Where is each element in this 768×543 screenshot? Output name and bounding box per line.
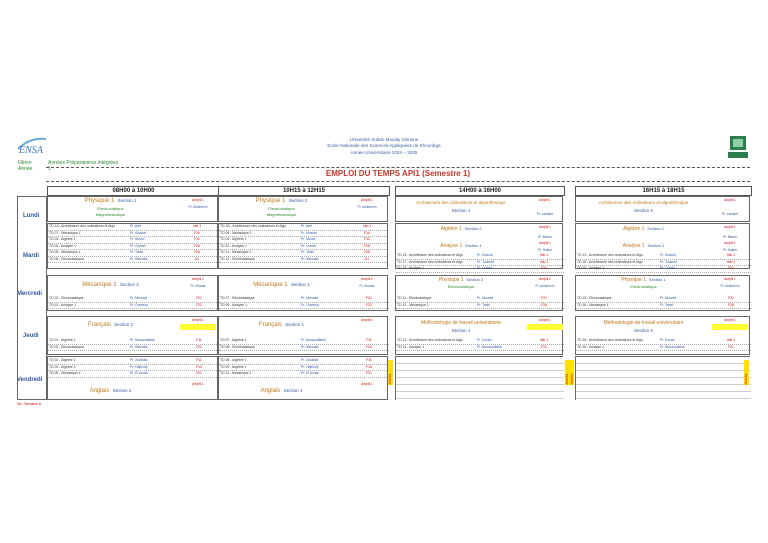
td-course: TD 1B - Architecture des ordinateurs et Algo xyxy=(220,224,287,228)
td-prof: Pr. Bouaouflaine xyxy=(301,338,326,342)
day-column xyxy=(17,196,47,400)
td-room: F21 xyxy=(728,266,734,270)
annee-value: 1 xyxy=(48,166,51,172)
jeudi-slot3 xyxy=(395,316,563,355)
td-room: Info 1 xyxy=(539,253,549,257)
jumua-label-3: Jumu'a xyxy=(570,360,574,385)
td-prof: Pr. El Azrak xyxy=(301,371,319,375)
prof-label-2: Pr. Hakim xyxy=(538,248,552,252)
amphi-label: Amphi 1 xyxy=(192,318,204,322)
td-course: TD 09 - Analyse 1 xyxy=(220,302,247,307)
prof-label: Pr. Khanar xyxy=(359,284,375,288)
amphi-label: Amphi 1 xyxy=(192,198,204,202)
td-prof: Pr. Bouaouflaine xyxy=(660,344,685,349)
prof-label-2: Pr. Hakim xyxy=(723,248,737,252)
amphi-label-2: Amphi 1 xyxy=(724,241,736,245)
td-row xyxy=(576,303,751,310)
td-room: F26 xyxy=(364,250,370,254)
td-course: TD 01 - Analyse 1 xyxy=(49,302,76,307)
td-room: F12 xyxy=(364,237,370,241)
vendredi-slot3 xyxy=(395,356,563,400)
section-label: Section 2 xyxy=(464,226,482,231)
td-room: Info 2 xyxy=(726,259,736,264)
day-lundi: Lundi xyxy=(23,213,40,219)
footnote: Sa : Semaine A xyxy=(17,402,42,406)
td-row xyxy=(576,266,751,273)
td-row xyxy=(48,303,219,310)
course-name: Méthodologie de travail universitaire xyxy=(420,320,502,326)
jumua-label-1: Jumu'a xyxy=(388,360,393,385)
course-name: Physique 1 xyxy=(438,277,464,283)
amphi-label: Amphi 1 xyxy=(361,277,373,281)
filiere-label: Filière xyxy=(18,160,32,166)
course-name: Algèbre 1 xyxy=(440,226,462,232)
mardi-slot3 xyxy=(395,223,563,269)
amphi-label: Amphi 1 xyxy=(539,318,551,322)
annee-label: Année xyxy=(18,166,33,172)
amphi-label: Amphi 1 xyxy=(361,198,373,202)
td-course: TD 02 - Electrostatique xyxy=(49,296,84,300)
td-room: F21 xyxy=(728,344,734,349)
prof-label: Pr. Bamm xyxy=(723,235,737,239)
td-prof: Pr. Atef xyxy=(301,224,312,228)
td-prof: Pr. Ezzari xyxy=(660,338,675,342)
header-line-3: Année Universitaire 2024 – 2025 xyxy=(350,149,418,155)
section-label: Section 1 xyxy=(285,322,305,327)
td-room: F14 xyxy=(366,364,372,369)
td-room: F11 xyxy=(366,338,372,342)
td-row xyxy=(396,303,564,310)
td-room: F21 xyxy=(366,296,372,300)
td-room: F21 xyxy=(541,296,547,300)
mercredi-slot2 xyxy=(218,275,388,311)
section-label: Section 1 xyxy=(451,208,471,213)
td-course: TD 06 - Electrostatique xyxy=(49,256,84,261)
day-mardi: Mardi xyxy=(23,253,40,259)
td-room: F12 xyxy=(194,237,200,241)
section-label-2: Section 2 xyxy=(647,243,665,248)
course-sub: Electrostatique xyxy=(630,284,657,289)
td-row xyxy=(48,371,219,378)
course-name-2: Analyse 1 xyxy=(622,243,645,249)
td-prof: Pr. Mouni xyxy=(301,237,316,241)
td-row xyxy=(396,345,564,352)
td-course: TD 03 - Algèbre 1 xyxy=(49,364,76,369)
td-room: F26 xyxy=(194,250,200,254)
td-row xyxy=(219,371,389,378)
td-course: TD 16 - Analyse 1 xyxy=(577,344,604,349)
slot-header-2: 10H15 à 12H15 xyxy=(218,186,390,196)
course-name: Physique 1 xyxy=(621,277,647,283)
header-line-1: Université Sultan Moulay Slimane xyxy=(349,137,419,142)
td-room: F22 xyxy=(366,302,372,307)
amphi-label: Amphi 1 xyxy=(724,225,736,229)
course-name-2: Analyse 1 xyxy=(440,243,463,249)
td-prof: Pr. Mouni xyxy=(130,237,145,241)
institution-header xyxy=(0,137,768,156)
course-sub2: Magnétostatique xyxy=(95,212,126,217)
td-course: TD 14 - Analyse 1 xyxy=(397,344,424,349)
mardi-slot1 xyxy=(47,223,218,269)
amphi-label: Amphi 1 xyxy=(539,198,551,202)
td-course: TD 09 - Algèbre 1 xyxy=(220,237,247,241)
section-label: Section 1 xyxy=(117,198,137,203)
td-room: F22 xyxy=(196,344,202,349)
prof-label: Pr. Khanar xyxy=(190,284,206,288)
course-name: Français xyxy=(87,322,111,328)
td-room: F21 xyxy=(541,344,547,349)
mercredi-slot1 xyxy=(47,275,218,311)
td-prof: Pr. Tahiri xyxy=(477,302,491,307)
section-label: Section 2 xyxy=(119,282,139,287)
room-highlight xyxy=(712,324,748,330)
td-prof: Pr. Mouder xyxy=(477,296,494,300)
td-course: TD 16 - Mécanique 1 xyxy=(577,302,609,307)
td-room: F21 xyxy=(196,371,202,375)
td-prof: Pr. Mercadi xyxy=(301,344,319,349)
vendredi-slot2 xyxy=(218,356,388,400)
td-course: TD 17 - Architecture des ordinateurs et Algo xyxy=(397,259,463,264)
amphi-label-2: Amphi 1 xyxy=(539,241,551,245)
td-course: TD 01 - Algèbre 1 xyxy=(49,338,76,342)
td-prof: Pr. Khaudi xyxy=(660,253,676,257)
amphi-label: Amphi 1 xyxy=(361,318,373,322)
td-prof: Pr. Atef xyxy=(130,224,141,228)
td-prof: Pr. Hajbouji xyxy=(130,364,148,369)
td-course: TD 13 - Architecture des ordinateurs et Algo xyxy=(577,253,643,257)
section-label: Section 2 xyxy=(466,277,484,282)
td-course: TD 05 - Mécanique 1 xyxy=(49,371,81,375)
td-room: F26 xyxy=(194,243,200,248)
td-course: TD 07 - Algèbre 1 xyxy=(220,338,247,342)
day-vendredi: Vendredi xyxy=(17,377,43,383)
td-course: TD 07 - Electrostatique xyxy=(220,296,255,300)
section-label: Section 2 xyxy=(634,328,653,333)
td-room: Info 1 xyxy=(726,253,736,257)
td-course: TD 02 - Electrostatique xyxy=(49,344,84,349)
td-row xyxy=(219,257,387,264)
td-room: A1 xyxy=(194,256,200,261)
vendredi-slot4 xyxy=(575,356,750,400)
td-room: F26 xyxy=(541,302,547,307)
day-jeudi: Jeudi xyxy=(23,333,39,339)
td-course: TD 10 - Analyse 1 xyxy=(220,243,247,248)
jumua-label-4: Jumu'a xyxy=(744,360,749,385)
td-prof: Pr. Oumni xyxy=(301,243,317,248)
course-name: Physique 1 xyxy=(255,198,286,204)
td-course: TD 02 - Algèbre 1 xyxy=(49,358,76,362)
td-room: Info 1 xyxy=(362,224,372,228)
td-course: TD 07 - Mécanique 1 xyxy=(49,230,81,235)
td-prof: Pr. Mercadi xyxy=(130,256,148,261)
slot-header-1: 08H00 à 10H00 xyxy=(47,186,220,196)
td-prof: Pr. Toukout xyxy=(660,259,677,264)
td-row xyxy=(48,257,217,264)
jeudi-slot2 xyxy=(218,316,388,355)
td-prof: Pr. Khaudi xyxy=(477,253,493,257)
td-room: F14 xyxy=(196,364,202,369)
td-prof: Pr. Mercadi xyxy=(301,296,319,300)
td-room: F21 xyxy=(196,296,202,300)
section-label: Section 1 xyxy=(451,328,471,333)
course-name: Mécanique 1 xyxy=(253,282,288,288)
td-room: Info 1 xyxy=(539,338,549,342)
td-room: F11 xyxy=(196,358,202,362)
filiere-value: Années Préparatoires intégrées xyxy=(48,160,119,166)
td-prof: Pr. Bouaouflaine xyxy=(477,344,502,349)
section-label: Section 2 xyxy=(288,198,308,203)
section-label: Section 1 xyxy=(648,277,666,282)
section-label: Section 1 xyxy=(647,226,664,231)
td-room: F14 xyxy=(364,230,370,235)
lundi-slot3 xyxy=(395,196,563,222)
amphi-label: Amphi 1 xyxy=(724,277,736,281)
prof-label: Pr. Amkmenh xyxy=(188,205,208,209)
jeudi-slot4 xyxy=(575,316,750,355)
header-line-2: Ecole Nationale des Sciences Appliquées de Khouribga xyxy=(327,143,441,149)
td-course: TD 11 - Mécanique 1 xyxy=(220,371,252,375)
mardi-slot4 xyxy=(575,223,750,269)
lundi-slot2 xyxy=(218,196,388,222)
course-name: Algèbre 1 xyxy=(623,226,645,232)
prof-label: Pr. Lamjent xyxy=(536,212,554,216)
course-name: Architecture des ordinateurs et algorithmique xyxy=(416,200,506,205)
td-prof: Pr. Hajbouji xyxy=(301,364,319,369)
td-prof: Pr. Mercadi xyxy=(130,296,148,300)
course-sub1: Electrostatique xyxy=(97,206,124,211)
room-highlight xyxy=(527,324,563,330)
td-prof: Pr. Toukout xyxy=(477,259,494,264)
td-course: TD 19 - Analyse 1 xyxy=(397,266,424,270)
course-name: Anglais xyxy=(260,388,281,394)
td-course: TD 12 - Electrostatique xyxy=(220,256,255,261)
filiere-labels xyxy=(18,160,32,172)
course-sub1: Electrostatique xyxy=(268,206,295,211)
course-name: Architecture des ordinateurs et algorithmique xyxy=(598,200,689,205)
td-row xyxy=(576,345,751,352)
td-room: F11 xyxy=(196,338,202,342)
prof-label: Pr. Bamm xyxy=(538,235,552,239)
slot-header-3: 14H00 à 16H00 xyxy=(395,186,565,196)
td-course: TD 13 - Architecture des ordinateurs et Algo xyxy=(397,338,463,342)
amphi-label: Amphi 1 xyxy=(724,198,736,202)
td-room: Info 1 xyxy=(726,338,736,342)
td-room: F21 xyxy=(366,371,372,375)
course-name: Mécanique 1 xyxy=(82,282,117,288)
td-prof: Pr. Mouder xyxy=(660,296,677,300)
section-label: Section 2 xyxy=(634,208,653,213)
td-room: F14 xyxy=(194,230,200,235)
td-prof: Pr. Oumni xyxy=(660,266,676,270)
page-title: EMPLOI DU TEMPS API1 (Semestre 1) xyxy=(325,169,471,178)
td-prof: Pr. Mercadi xyxy=(301,256,319,261)
td-row xyxy=(396,266,564,273)
td-course: TD 13 - Architecture des ordinateurs et Algo xyxy=(397,253,463,257)
td-course: TD 20 - Analyse 1 xyxy=(577,266,604,270)
td-row xyxy=(48,345,219,352)
td-prof: Pr. Oummi xyxy=(130,243,147,248)
td-course: TD 18 - Architecture des ordinateurs et Algo xyxy=(577,259,643,264)
prof-label: Pr. Amkmenh xyxy=(357,205,377,209)
course-sub2: Magnétostatique xyxy=(266,212,297,217)
course-name: Physique 1 xyxy=(84,198,115,204)
mercredi-slot4 xyxy=(575,275,750,311)
jeudi-slot1 xyxy=(47,316,218,355)
td-course: TD 09 - Algèbre 1 xyxy=(220,364,247,369)
prof-label: Pr. Amkmenh xyxy=(720,284,740,288)
td-room: F22 xyxy=(196,302,202,307)
td-prof: Pr. Khanar xyxy=(301,230,318,235)
amphi-label: Amphi 1 xyxy=(192,277,204,281)
td-course: TD 12 - Mécanique 1 xyxy=(397,302,429,307)
section-label: Section 2 xyxy=(114,322,134,327)
empty-grid xyxy=(576,357,751,401)
td-course: TD 1A - Architecture des ordinateurs et Algo xyxy=(49,224,115,228)
td-course: TD 15 - Electrostatique xyxy=(577,296,612,300)
section-label: Section 2 xyxy=(112,388,132,393)
td-prof: Pr. Bouaouflaine xyxy=(130,338,155,342)
room-highlight xyxy=(180,324,216,330)
mercredi-slot3 xyxy=(395,275,563,311)
td-prof: Pr. Mercadi xyxy=(130,344,148,349)
td-room: A1 xyxy=(364,256,370,261)
amphi-label: Amphi 1 xyxy=(361,382,373,386)
title-box xyxy=(46,167,750,182)
lundi-slot4 xyxy=(575,196,750,222)
td-course: TD 15 - Architecture des ordinateurs et Algo xyxy=(577,338,643,342)
vendredi-slot1 xyxy=(47,356,218,400)
td-room: F22 xyxy=(366,344,372,349)
td-prof: Pr. El Azrak xyxy=(130,371,148,375)
td-course: TD 03 - Algèbre 1 xyxy=(49,237,76,241)
td-course: TD 04 - Analyse 1 xyxy=(49,243,76,248)
section-label-2: Section 1 xyxy=(465,243,482,248)
td-room: Info 2 xyxy=(539,259,549,264)
td-prof: Pr. Zouibad xyxy=(301,358,319,362)
td-room: F11 xyxy=(366,358,372,362)
section-label: Section 1 xyxy=(283,388,303,393)
td-room: F21 xyxy=(728,296,734,300)
td-row xyxy=(219,303,389,310)
td-room: F21 xyxy=(541,266,547,270)
td-prof: Pr. Oumni xyxy=(477,266,493,270)
td-row xyxy=(219,345,389,352)
prof-label: Pr. Amkmenh xyxy=(535,284,555,288)
slot-header-4: 16H15 à 18H15 xyxy=(575,186,752,196)
prof-label: Pr. Lamjent xyxy=(721,212,739,216)
td-prof: Pr. Ezzari xyxy=(477,338,492,342)
td-course: TD 05 - Mécanique 1 xyxy=(49,250,81,254)
td-prof: Pr. Tahiri xyxy=(660,302,674,307)
td-prof: Pr. Tahiri xyxy=(301,250,315,254)
lundi-slot1 xyxy=(47,196,218,222)
amphi-label: Amphi 1 xyxy=(724,318,736,322)
empty-grid xyxy=(396,357,564,401)
td-prof: Pr. Zouibad xyxy=(130,358,148,362)
td-course: TD 08 - Electrostatique xyxy=(220,344,255,349)
td-room: F26 xyxy=(364,243,370,248)
course-name: Français xyxy=(258,322,282,328)
td-prof: Pr. Khanar xyxy=(130,230,147,235)
amphi-label: Amphi 1 xyxy=(192,382,204,386)
td-prof: Pr. Tahiri xyxy=(130,250,144,254)
section-label: Section 1 xyxy=(290,282,310,287)
day-mercredi: Mercredi xyxy=(17,291,43,297)
td-prof: Pr. Oumnou xyxy=(301,302,320,307)
td-course: TD 11 - Electrostatique xyxy=(397,296,432,300)
td-room: F26 xyxy=(728,302,734,307)
td-course: TD 08 - Mécanique 1 xyxy=(220,230,252,235)
td-course: TD 08 - Algèbre 1 xyxy=(220,358,247,362)
course-sub: Electrostatique xyxy=(447,284,475,289)
logo-text: ENSA xyxy=(19,145,43,156)
course-name: Anglais xyxy=(89,388,110,394)
mardi-slot2 xyxy=(218,223,388,269)
amphi-label: Amphi 1 xyxy=(539,225,551,229)
td-course: TD 11 - Mécanique 1 xyxy=(220,250,252,254)
jumua-label-2: Jumu'a xyxy=(565,360,570,385)
td-room: Info 1 xyxy=(192,224,202,228)
course-name: Méthodologie de travail universitaire xyxy=(603,320,684,326)
amphi-label: Amphi 1 xyxy=(539,277,551,281)
td-prof: Pr. Oumnou xyxy=(130,302,149,307)
